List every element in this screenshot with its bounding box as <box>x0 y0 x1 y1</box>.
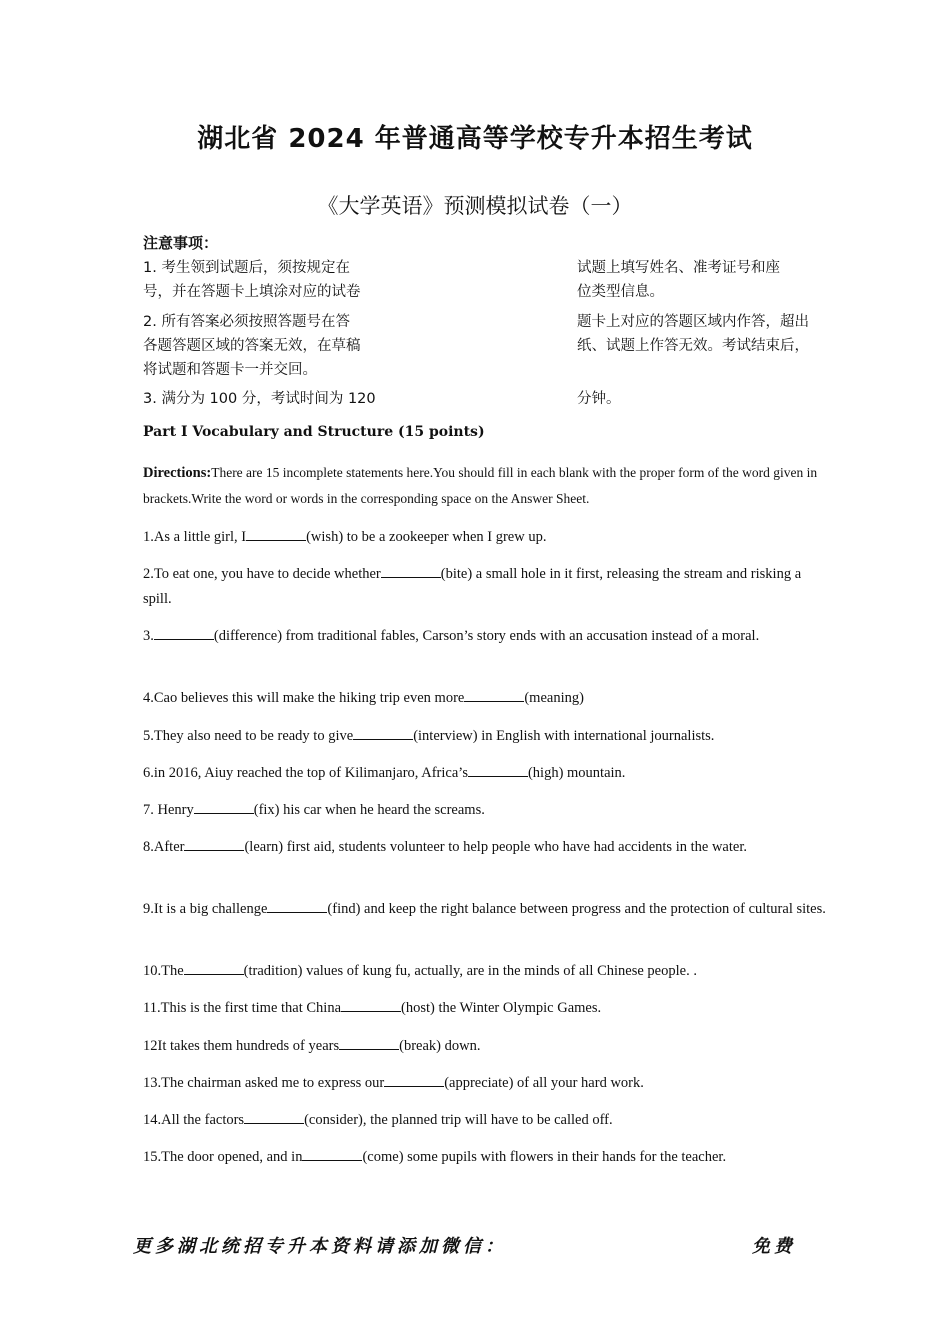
notice-2-right: 题卡上对应的答题区域内作答，超出 纸、试题上作答无效。考试结束后， <box>577 314 809 354</box>
answer-blank[interactable] <box>267 900 327 913</box>
answer-blank[interactable] <box>384 1074 444 1087</box>
footer-free-label: 免费 <box>752 1236 796 1257</box>
notice-3-right: 分钟。 <box>577 391 621 407</box>
notice-2-left: 2. 所有答案必须按照答题号在答 各题答题区域的答案无效，在草稿 将试题和答题卡一并交回。 <box>143 314 361 378</box>
part1-heading: Part I Vocabulary and Structure (15 points) <box>143 424 485 440</box>
question-13: 13.The chairman asked me to express our (appreciate) of all your hard work. <box>143 1075 644 1091</box>
answer-blank[interactable] <box>244 1111 304 1124</box>
answer-blank[interactable] <box>353 727 413 740</box>
exam-subtitle: 《大学英语》预测模拟试卷（一） <box>317 194 633 218</box>
question-8: 8.After (learn) first aid, students volunteer to help people who have had accidents in the water. <box>143 839 747 855</box>
question-7: 7. Henry (fix) his car when he heard the screams. <box>143 802 485 818</box>
answer-blank[interactable] <box>154 627 214 640</box>
exam-title: 湖北省 2024 年普通高等学校专升本招生考试 <box>197 124 753 154</box>
question-3: 3. (difference) from traditional fables, Carson’s story ends with an accusation instead of a moral. <box>143 628 760 644</box>
answer-blank[interactable] <box>381 565 441 578</box>
answer-blank[interactable] <box>468 764 528 777</box>
answer-blank[interactable] <box>341 999 401 1012</box>
notice-heading: 注意事项： <box>143 234 219 252</box>
directions-text: There are 15 incomplete statements here.You should fill in each blank with the proper form of the word given in brackets.Write the word or words in the corresponding space on the Answer Sheet. <box>143 465 818 506</box>
question-2: 2.To eat one, you have to decide whether (bite) a small hole in it first, releasing the stream and risking a spill. <box>143 566 802 607</box>
answer-blank[interactable] <box>246 528 306 541</box>
answer-blank[interactable] <box>302 1148 362 1161</box>
notice-3-left: 3. 满分为 100 分，考试时间为 120 <box>143 391 376 407</box>
notice-1-left: 1. 考生领到试题后，须按规定在 号，并在答题卡上填涂对应的试卷 <box>143 260 361 300</box>
question-11: 11.This is the first time that China (host) the Winter Olympic Games. <box>143 1000 602 1016</box>
question-4: 4.Cao believes this will make the hiking trip even more (meaning) <box>143 690 584 706</box>
answer-blank[interactable] <box>184 962 244 975</box>
notice-1-right: 试题上填写姓名、准考证号和座 位类型信息。 <box>577 260 780 300</box>
answer-blank[interactable] <box>194 801 254 814</box>
question-10: 10.The (tradition) values of kung fu, actually, are in the minds of all Chinese people. . <box>143 963 697 979</box>
footer-note: 更多湖北统招专升本资料请添加微信： <box>133 1236 507 1257</box>
question-14: 14.All the factors (consider), the planned trip will have to be called off. <box>143 1112 613 1128</box>
question-1: 1.As a little girl, I (wish) to be a zookeeper when I grew up. <box>143 529 547 545</box>
answer-blank[interactable] <box>464 689 524 702</box>
directions <box>143 460 833 512</box>
question-6: 6.in 2016, Aiuy reached the top of Kilimanjaro, Africa’s (high) mountain. <box>143 765 626 781</box>
directions-label: Directions: <box>143 465 212 481</box>
question-15: 15.The door opened, and in (come) some pupils with flowers in their hands for the teacher. <box>143 1149 727 1165</box>
question-9: 9.It is a big challenge (find) and keep the right balance between progress and the protection of cultural sites. <box>143 901 826 917</box>
question-12: 12It takes them hundreds of years (break) down. <box>143 1038 481 1054</box>
answer-blank[interactable] <box>184 838 244 851</box>
answer-blank[interactable] <box>339 1037 399 1050</box>
question-5: 5.They also need to be ready to give (interview) in English with international journalists. <box>143 728 715 744</box>
